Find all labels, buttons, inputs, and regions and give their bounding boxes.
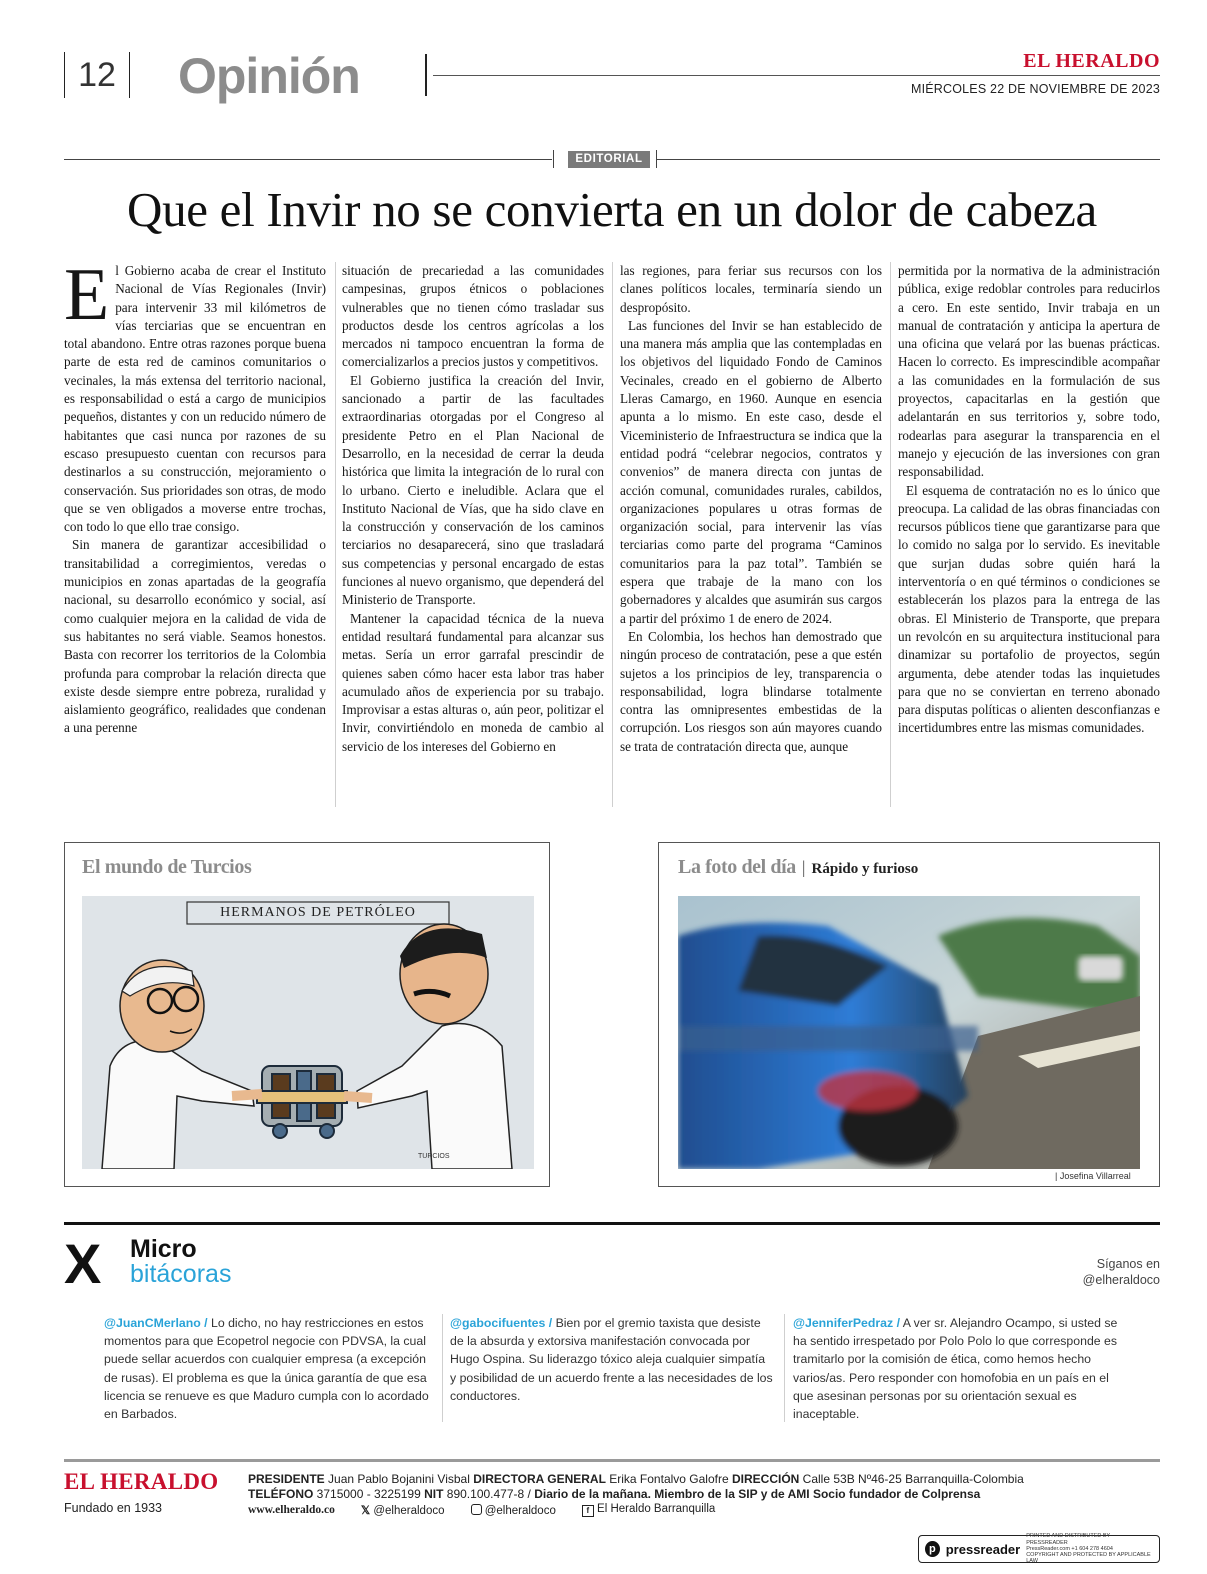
- tweet-text: Bien por el gremio taxista que desiste de la absurda y extorsiva manifestación convocada por Hugo Ospina. Su liderazgo tóxico aleja cualquier simpatía y posibilidad de un acuerdo frente a las necesidades de los conductores.: [450, 1316, 773, 1403]
- footer-label: TELÉFONO: [248, 1487, 314, 1501]
- tweet-handle[interactable]: @JuanCMerlano /: [104, 1316, 208, 1330]
- footer-value: 890.100.477-8 /: [443, 1487, 535, 1501]
- website-link[interactable]: www.elheraldo.co: [248, 1504, 335, 1516]
- tweet-handle[interactable]: @gabocifuentes /: [450, 1316, 553, 1330]
- micro-section-rule: [64, 1222, 1160, 1225]
- footer-line-1: [248, 1472, 1024, 1487]
- paragraph: las regiones, para feriar sus recursos con los clanes políticos locales, terminaría siendo un despropósito.: [620, 263, 882, 315]
- column-divider: [612, 262, 613, 807]
- facebook-link[interactable]: f El Heraldo Barranquilla: [582, 1503, 715, 1517]
- tweet-text: Lo dicho, no hay restricciones en estos momentos para que Ecopetrol negocie con PDVSA, la cual puede sellar acuerdos con cualquier empresa (a excepción de rusas). El problema es que la única garantía de que esa licencia se renueve es que Maduro cumpla con lo acordado en Barbados.: [104, 1316, 429, 1422]
- photo-of-the-day: [678, 896, 1140, 1169]
- pressreader-notice: PRINTED AND DISTRIBUTED BY PRESSREADER PressReader.com +1 604 278 4604 COPYRIGHT AND PROTECTED BY APPLICABLE LAW: [1026, 1533, 1151, 1565]
- photo-box-title: La foto del día: [678, 856, 796, 878]
- drop-cap: E: [64, 262, 110, 336]
- footer-label: NIT: [424, 1487, 444, 1501]
- footer-label: DIRECTORA GENERAL: [473, 1472, 606, 1486]
- title-separator: |: [801, 857, 806, 877]
- tweet-2: [450, 1314, 774, 1405]
- instagram-link[interactable]: @elheraldoco: [471, 1504, 556, 1517]
- footer-logo: EL HERALDO: [64, 1469, 219, 1494]
- photo-subtitle: Rápido y furioso: [811, 861, 919, 877]
- cartoon-caption: HERMANOS DE PETRÓLEO: [220, 905, 416, 920]
- follow-label: Síganos en: [1096, 1257, 1160, 1271]
- editorial-column-4: [898, 262, 1160, 808]
- paragraph: El Gobierno justifica la creación del Invir, sancionado a partir de las facultades extraordinarias otorgadas por el Congreso al presidente Petro en el Plan Nacional de Desarrollo, en la necesidad de cerrar la deuda histórica que limita la integración de lo rural con lo urbano. Cierto e ineludible. Aclara que el Instituto Nacional de Vías, que ha sido clave en la construcción y conservación de los caminos terciarios no desaparecerá, sino que trasladará sus competencias y personal encargado de estas funciones al nuevo organismo, que dependerá del Ministerio de Transporte.: [342, 372, 604, 608]
- footer-value: Erika Fontalvo Galofre: [605, 1472, 732, 1486]
- cartoon-signature: TURCIOS: [418, 1153, 450, 1160]
- footer-rule: [64, 1459, 1160, 1462]
- header-rule: [433, 75, 1160, 76]
- paragraph: Mantener la capacidad técnica de la nueva entidad resultará fundamental para alcanzar sus metas. Sería un error garrafal prescindir de quienes saben cómo hacer esta labor tras haber acumulado años de experiencia por su trabajo. Improvisar a estas alturas o, aún peor, politizar el Invir, convirtiéndolo en moneda de cambio al servicio de los intereses del Gobierno en: [342, 610, 604, 754]
- tweet-handle[interactable]: @JenniferPedraz /: [793, 1316, 900, 1330]
- tweet-divider: [442, 1314, 443, 1422]
- paragraph: Sin manera de garantizar accesibilidad o transitabilidad a corregimientos, veredas o municipios en zonas apartadas de la geografía nacional, su desarrollo económico y social, así como cualquier mejora en la calidad de vida de sus habitantes no será viable. Seamos honestos. Basta con recorrer los territorios de la Colombia profunda para comprobar la relación directa que existe desde siempre entre pobreza, ruralidad y aislamiento geográfico, realidades que condenan a una perenne: [64, 537, 326, 736]
- editorial-column-3: [620, 262, 882, 808]
- tweet-3: [793, 1314, 1123, 1423]
- footer-label: PRESIDENTE: [248, 1472, 325, 1486]
- editorial-rule-left: [64, 159, 552, 160]
- paragraph: permitida por la normativa de la administración pública, exige redoblar controles para reducirlos a cero. En este sentido, Invir trabaja en un manual de contratación y anticipa la apertura de una oficina que velará por las buenas prácticas. Hacen lo correcto. Es imprescindible acompañar a las comunidades en la formulación de sus proyectos, capacitarlas en la gestión que adelantarán en sus territorios y, sobre todo, rodearlas para asegurar la transparencia en el manejo y ejecución de las inversiones con gran responsabilidad.: [898, 263, 1160, 480]
- micro-title-1: Micro: [130, 1235, 197, 1263]
- pressreader-name: pressreader: [945, 1541, 1021, 1557]
- footer-line-2: [248, 1487, 1024, 1502]
- cartoon-box-title: El mundo de Turcios: [82, 856, 252, 878]
- paragraph: El esquema de contratación no es lo único que preocupa. La calidad de las obras financiadas con recursos públicos tiene que garantizarse para que lo comido no salga por lo servido. Es inevitable que surjan dudas sobre quién hará la interventoría o en qué términos o condiciones se establecerán los plazos para la entrega de las obras. El Ministerio de Transporte, que prepara un revolcón en su arquitectura institucional para dinamizar su portafolio de proyectos, según argumenta, debe atender todas las inquietudes para que no se conviertan en terreno abonado para disputas políticas o alienten desconfianzas e incertidumbres entre las mismas comunidades.: [898, 482, 1160, 736]
- footer-value: 3715000 - 3225199: [313, 1487, 425, 1501]
- editorial-tick-left: [553, 150, 554, 168]
- paragraph: En Colombia, los hechos han demostrado que ningún proceso de contratación, pese a que estén sujetos a los principios de ley, transparencia o responsabilidad, logra blindarse totalmente contra las omnipresentes embestidas de la corrupción. Los riesgos son aún mayores cuando se trata de contratación directa que, aunque: [620, 628, 882, 754]
- x-logo-icon: X: [64, 1232, 102, 1295]
- masthead-logo: EL HERALDO: [1023, 50, 1160, 72]
- follow-us: [1083, 1256, 1160, 1288]
- x-icon: 𝕏: [360, 1505, 371, 1517]
- page-number: 12: [64, 52, 130, 98]
- footer-value: Calle 53B Nº46-25 Barranquilla-Colombia: [799, 1472, 1024, 1486]
- editorial-cartoon: [82, 896, 534, 1169]
- footer-info: [248, 1472, 1024, 1502]
- founded-text: Fundado en 1933: [64, 1501, 163, 1515]
- x-handle-link[interactable]: 𝕏 @elheraldoco: [360, 1505, 445, 1517]
- column-divider: [890, 262, 891, 807]
- photo-box-header: [678, 856, 918, 879]
- footer-label: DIRECCIÓN: [731, 1472, 800, 1486]
- instagram-icon: [471, 1504, 482, 1515]
- column-divider: [335, 262, 336, 807]
- editorial-column-2: [342, 262, 604, 808]
- tweet-divider: [784, 1314, 785, 1422]
- photo-credit: | Josefina Villarreal: [1055, 1171, 1131, 1181]
- footer-value: Juan Pablo Bojanini Visbal: [324, 1472, 474, 1486]
- header-divider: [425, 54, 427, 96]
- pressreader-icon: p: [925, 1541, 940, 1557]
- photo-image: [678, 896, 1140, 1169]
- paragraph: situación de precariedad a las comunidades campesinas, grupos étnicos o poblaciones vulnerables que no tienen cómo trasladar sus productos desde los centros agrícolas a los mercados ni tampoco encuentran la forma de comercializarlos a precios justos y competitivos.: [342, 263, 604, 370]
- tweet-1: [104, 1314, 430, 1423]
- facebook-icon: f: [582, 1505, 594, 1517]
- cartoon-illustration: [82, 896, 534, 1169]
- editorial-headline: Que el Invir no se convierta en un dolor de cabeza: [126, 182, 1098, 237]
- paragraph: l Gobierno acaba de crear el Instituto Nacional de Vías Regionales (Invir) para intervenir 33 mil kilómetros de vías terciarias que se encuentran en total abandono. Entre otras razones porque buena parte de esta red de caminos comunitarios o vecinales, la más extensa del territorio nacional, es responsabilidad o está a cargo de municipios pequeños, distantes y con un reducido número de habitantes que casi nunca por razones de su escaso presupuesto cuentan con recursos para destinarlos a su construcción, mejoramiento o conservación. Sus prioridades son otras, de modo que se ven obligados a moverse entre trochas, con todo lo que ello trae consigo.: [64, 263, 326, 535]
- editorial-rule-right: [657, 159, 1160, 160]
- section-title: Opinión: [178, 48, 360, 104]
- footer-label: Diario de la mañana. Miembro de la SIP y de AMI Socio fundador de Colprensa: [534, 1487, 981, 1501]
- editorial-tag: EDITORIAL: [568, 151, 650, 168]
- paragraph: Las funciones del Invir se han establecido de una manera más amplia que las contempladas en los objetivos del liquidado Fondo de Caminos Vecinales, creado en el gobierno de Alberto Lleras Camargo, en 1960. Aunque en esencia apunta a lo mismo. En este caso, desde el Viceministerio de Infraestructura se indica que la entidad podrá “celebrar negocios, contratos y convenios” de manera directa con juntas de acción comunal, comunidades rurales, cabildos, organizaciones populares u otras formas de organización social, para intervenir las vías terciarias como parte del programa “Caminos comunitarios para la paz total”. También se espera que trabaje de la mano con los gobernadores y alcaldes que asumirán sus cargos a partir del próximo 1 de enero de 2024.: [620, 317, 882, 626]
- footer-social: [248, 1503, 715, 1517]
- tweet-text: A ver sr. Alejandro Ocampo, si usted se ha sentido irrespetado por Polo Polo lo que corresponde es tramitarlo por la comisión de ética, como hemos hecho varios/as. Pero responder con homofobia en un país en el que asesinan personas por su orientación sexual es inaceptable.: [793, 1316, 1118, 1422]
- follow-handle[interactable]: @elheraldoco: [1082, 1273, 1160, 1287]
- editorial-column-1: [64, 262, 326, 808]
- pressreader-badge: [918, 1535, 1160, 1563]
- micro-title-2: bitácoras: [130, 1260, 232, 1288]
- issue-date: MIÉRCOLES 22 DE NOVIEMBRE DE 2023: [910, 82, 1160, 96]
